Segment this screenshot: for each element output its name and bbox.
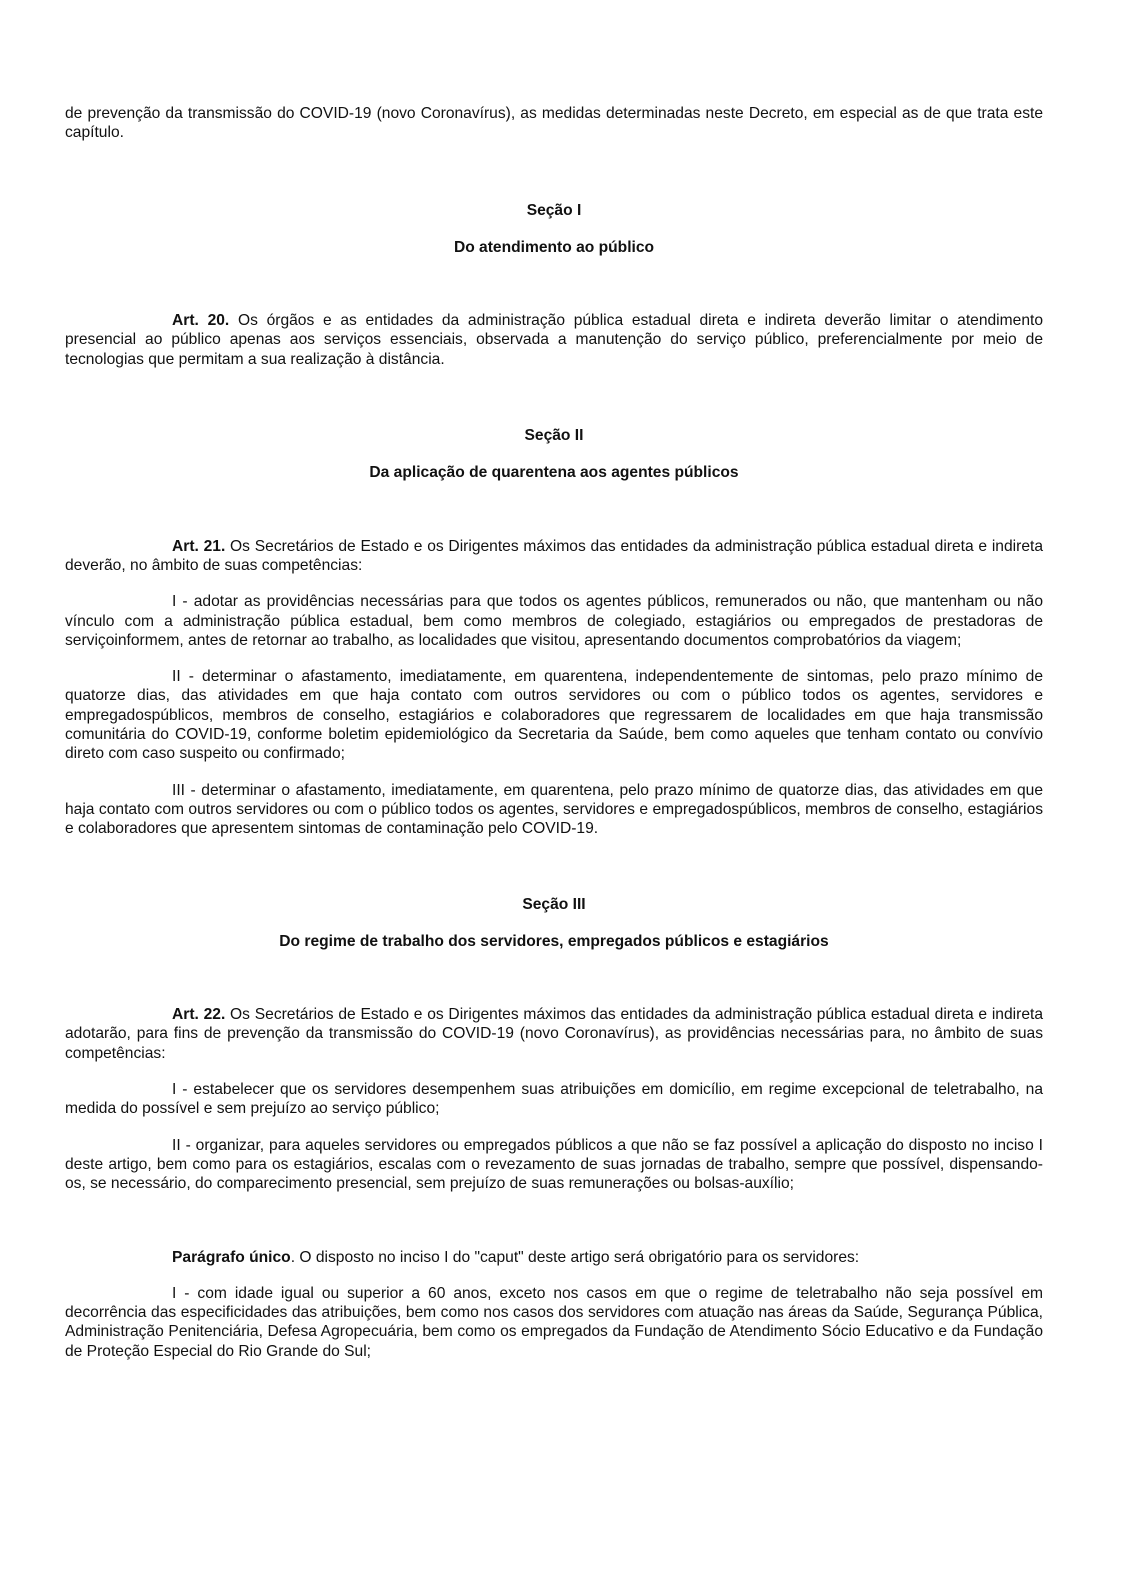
article-21-label: Art. 21. (172, 537, 226, 555)
document-page (65, 104, 1043, 1361)
article-21-text: Os Secretários de Estado e os Dirigentes máximos das entidades da administração pública estadual direta e indireta deverão, no âmbito de suas competências: (65, 537, 1043, 574)
intro-paragraph: de prevenção da transmissão do COVID-19 (novo Coronavírus), as medidas determinadas neste Decreto, em especial as de que trata este capítulo. (65, 105, 1043, 142)
section-1-subtitle: Do atendimento ao público (453, 238, 655, 256)
article-21 (65, 537, 1043, 576)
article-22 (65, 1005, 1043, 1063)
article-20 (65, 311, 1043, 369)
paragrafo-unico-text: . O disposto no inciso I do "caput" deste artigo será obrigatório para os servidores: (290, 1248, 860, 1266)
paragrafo-unico-item-i: I - com idade igual ou superior a 60 anos, exceto nos casos em que o regime de teletrabalho não seja possível em decorrência das especificidades das atribuições, bem como nos casos dos servidores com atuação nas áreas da Saúde, Segurança Pública, Administração Penitenciária, Defesa Agropecuária, bem como os empregados da Fundação de Atendimento Sócio Educativo e da Fundação de Proteção Especial do Rio Grande do Sul; (65, 1284, 1043, 1360)
section-2-title: Seção II (524, 427, 584, 445)
article-20-label: Art. 20. (172, 312, 230, 330)
paragrafo-unico-label: Parágrafo único (172, 1248, 291, 1266)
article-22-text: Os Secretários de Estado e os Dirigentes máximos das entidades da administração pública estadual direta e indireta adotarão, para fins de prevenção da transmissão do COVID-19 (novo Coronavírus), as providências necessárias para, no âmbito de suas competências: (65, 1006, 1043, 1062)
article-21-item-i: I - adotar as providências necessárias para que todos os agentes públicos, remunerados ou não, que mantenham ou não vínculo com a administração pública estadual, bem como membros de colegiado, estagiários ou empregados de prestadoras de serviçoinformem, antes de retornar ao trabalho, as localidades que visitou, apresentando documentos comprobatórios da viagem; (65, 593, 1043, 649)
section-3-subtitle: Do regime de trabalho dos servidores, empregados públicos e estagiários (279, 932, 829, 950)
article-20-text: Os órgãos e as entidades da administração pública estadual direta e indireta deverão limitar o atendimento presencial ao público apenas aos serviços essenciais, observada a manutenção do serviço público, preferencialmente por meio de tecnologias que permitam a sua realização à distância. (65, 312, 1043, 368)
paragrafo-unico (65, 1248, 1043, 1267)
article-22-item-i: I - estabelecer que os servidores desempenhem suas atribuições em domicílio, em regime excepcional de teletrabalho, na medida do possível e sem prejuízo ao serviço público; (65, 1081, 1043, 1118)
article-22-item-ii: II - organizar, para aqueles servidores ou empregados públicos a que não se faz possível a aplicação do disposto no inciso I deste artigo, bem como para os estagiários, escalas com o revezamento de suas jornadas de trabalho, sempre que possível, dispensando-os, se necessário, do comparecimento presencial, sem prejuízo de suas remunerações ou bolsas-auxílio; (65, 1136, 1043, 1193)
article-22-label: Art. 22. (172, 1006, 226, 1024)
section-1-title: Seção I (526, 201, 582, 219)
section-2-subtitle: Da aplicação de quarentena aos agentes públicos (369, 464, 739, 482)
section-3-title: Seção III (522, 895, 586, 913)
article-21-item-iii: III - determinar o afastamento, imediatamente, em quarentena, pelo prazo mínimo de quatorze dias, das atividades em que haja contato com outros servidores ou com o público todos os agentes, servidores e empregadospúblicos, membros de conselho, estagiários e colaboradores que apresentem sintomas de contaminação pelo COVID-19. (65, 781, 1043, 838)
article-21-item-ii: II - determinar o afastamento, imediatamente, em quarentena, independentemente de sintomas, pelo prazo mínimo de quatorze dias, das atividades em que haja contato com outros servidores ou com o público todos os agentes, servidores e empregadospúblicos, membros de conselho, estagiários e colaboradores que regressarem de localidades em que haja transmissão comunitária do COVID-19, conforme boletim epidemiológico da Secretaria da Saúde, bem como aqueles que tenham contato ou convívio direto com caso suspeito ou confirmado; (65, 668, 1043, 763)
